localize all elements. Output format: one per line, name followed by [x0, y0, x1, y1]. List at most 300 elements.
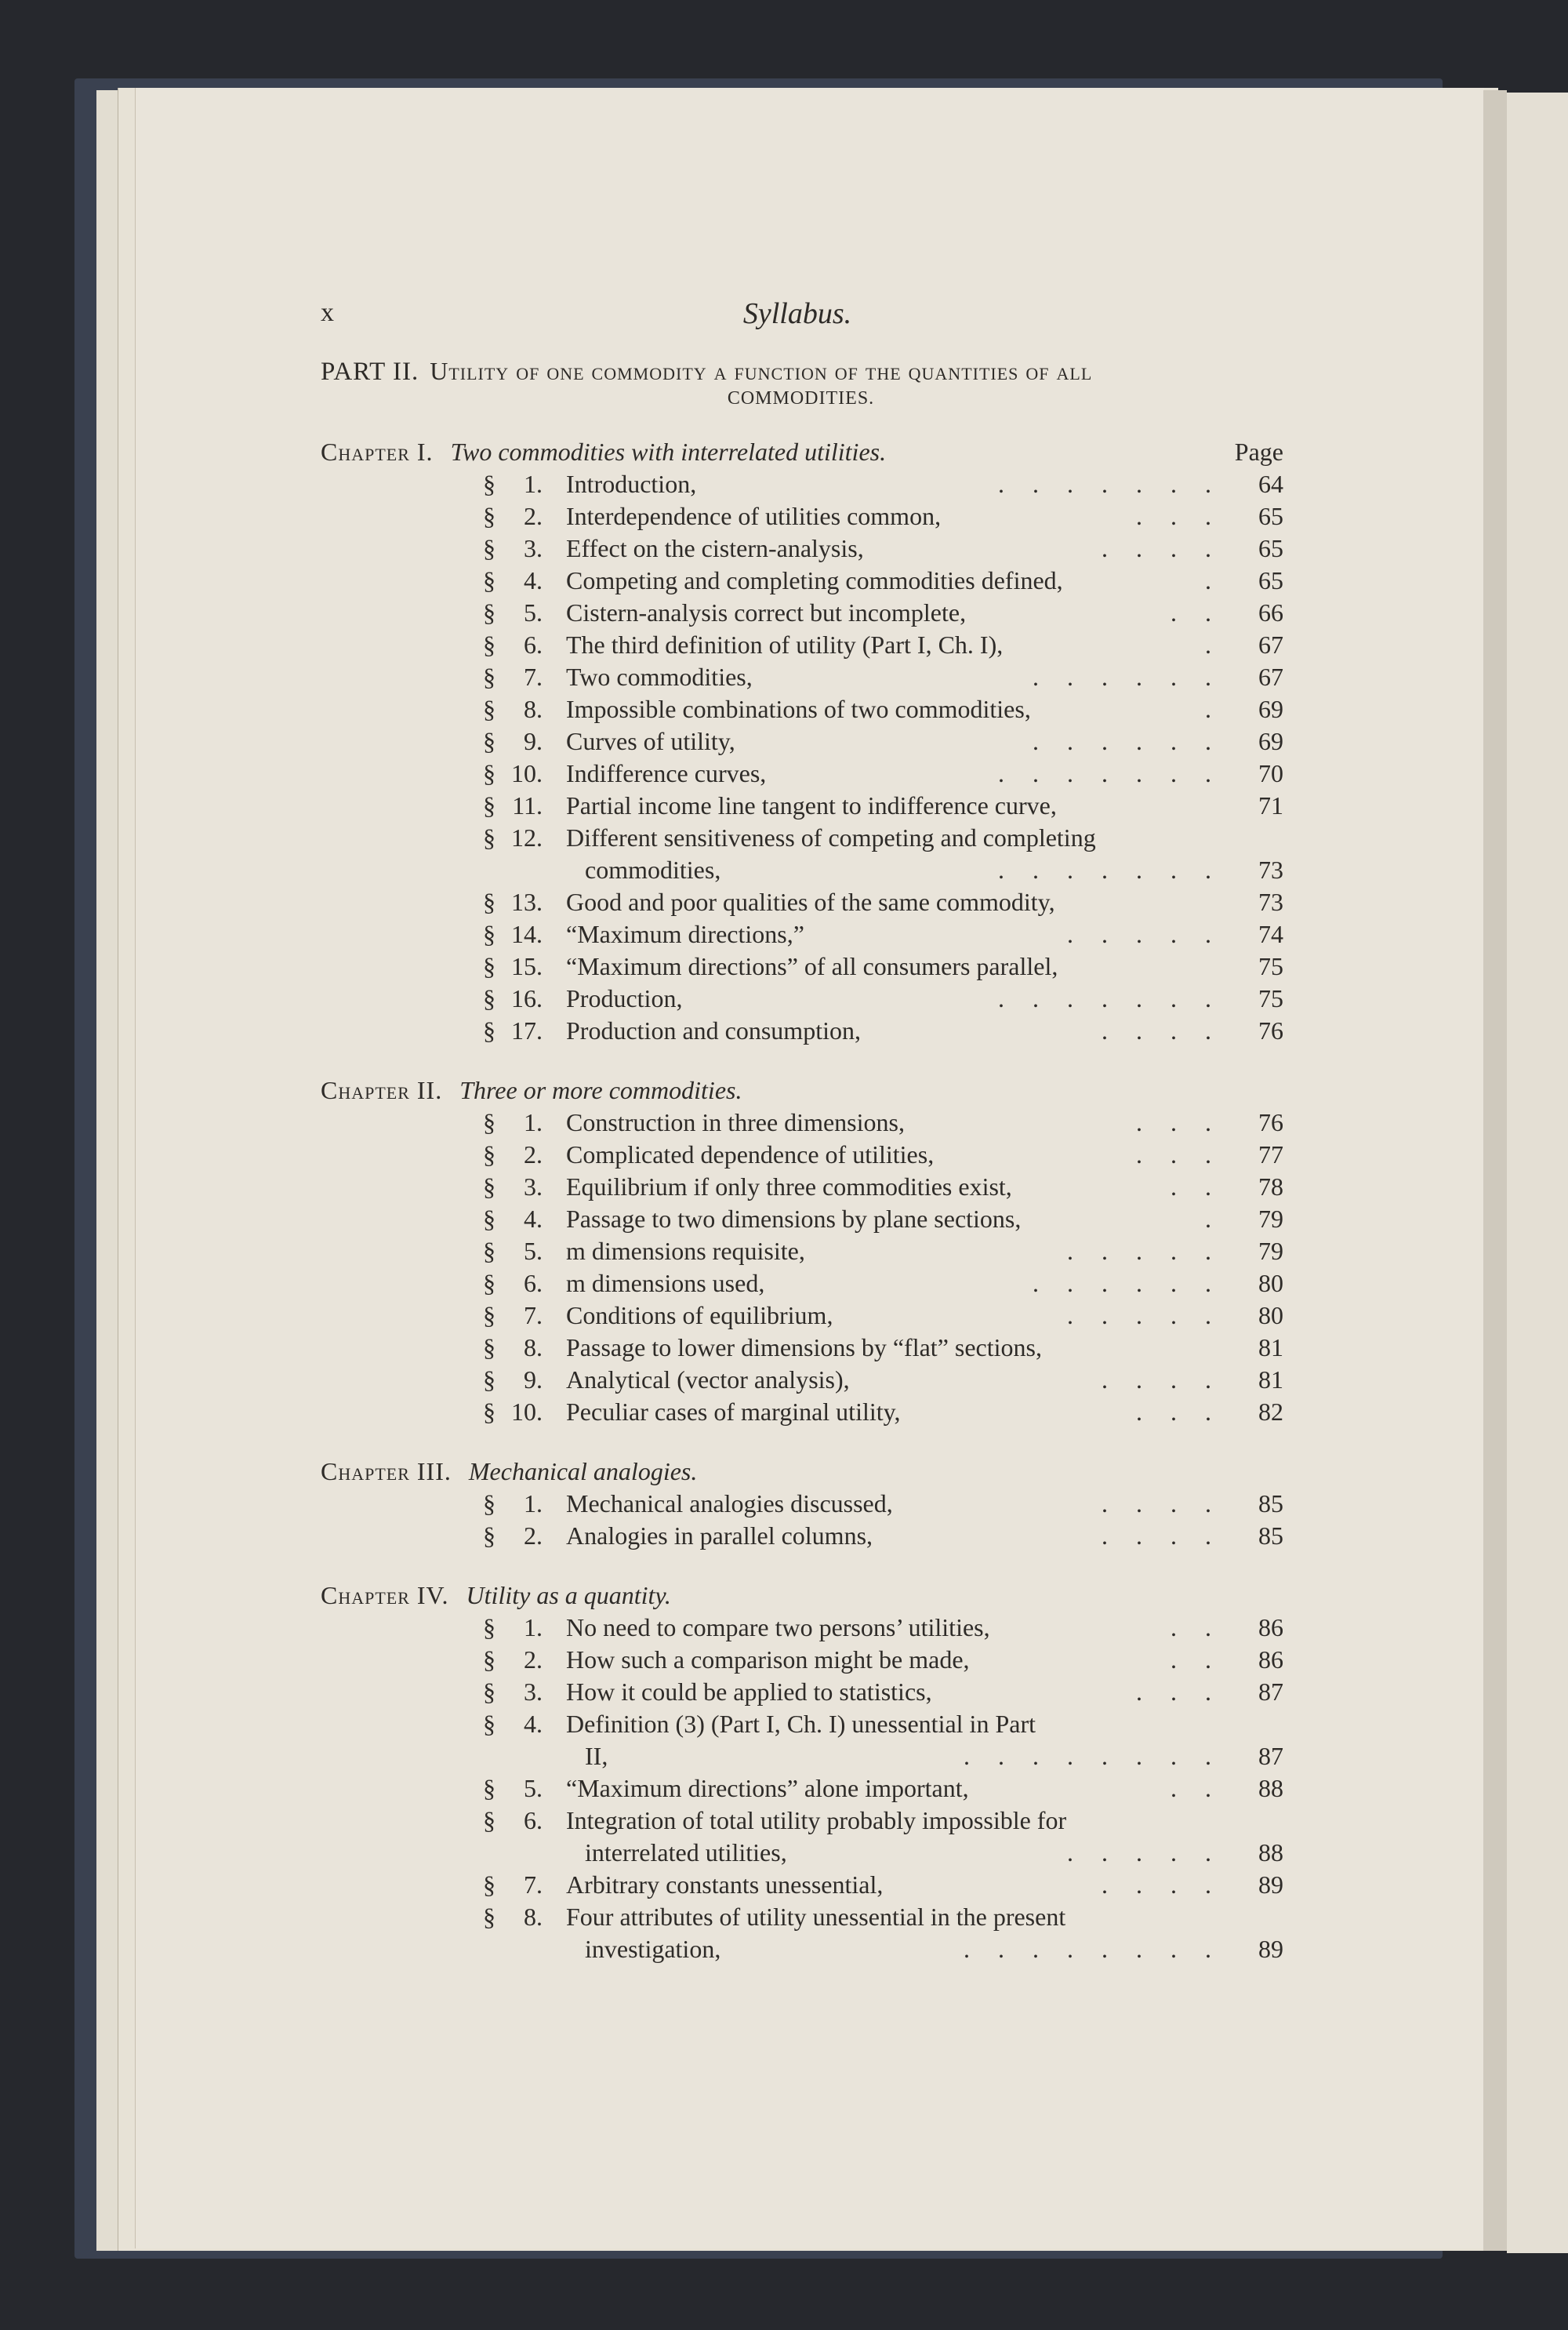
section-number: 4. — [524, 1205, 543, 1233]
entry-title-block — [566, 758, 1229, 790]
entry-page-number: 88 — [1258, 1838, 1283, 1867]
section-number: 5. — [524, 598, 543, 627]
toc-entry — [321, 629, 1283, 661]
section-sign: § — [483, 1365, 495, 1394]
entry-line — [566, 1676, 1229, 1708]
section-number: 17. — [511, 1016, 543, 1045]
entry-title-block — [566, 1708, 1229, 1772]
entry-title-block — [566, 1901, 1229, 1965]
entry-title: No need to compare two persons’ utilities, — [566, 1613, 990, 1641]
entry-title: m dimensions requisite, — [566, 1237, 805, 1265]
section-number: 13. — [511, 888, 543, 916]
entry-title-block — [566, 1171, 1229, 1203]
section-number: 11. — [512, 791, 543, 820]
entry-page-number: 75 — [1258, 984, 1283, 1012]
section-sign: § — [483, 984, 495, 1012]
entry-title-block — [566, 629, 1229, 661]
toc-entry — [321, 1332, 1283, 1364]
section-sign: § — [483, 1269, 495, 1297]
section-sign: § — [483, 695, 495, 723]
entry-title: Competing and completing commodities defined, — [566, 566, 1063, 594]
entry-title-block — [566, 822, 1229, 886]
entry-page-number: 65 — [1258, 566, 1283, 594]
chapter-label: Chapter II. — [321, 1076, 443, 1104]
entry-line — [566, 1171, 1229, 1203]
entry-title-block — [566, 533, 1229, 565]
entry-page-number: 73 — [1258, 888, 1283, 916]
entry-line — [566, 758, 1229, 790]
running-head: Syllabus. — [742, 297, 852, 330]
entry-line — [566, 1396, 1229, 1428]
entry-line — [566, 1107, 1229, 1139]
entry-title-block — [566, 918, 1229, 951]
entry-page-number: 71 — [1258, 791, 1283, 820]
entry-line — [566, 1901, 1229, 1933]
toc-entry — [321, 758, 1283, 790]
chapter-title: Mechanical analogies. — [468, 1457, 698, 1485]
entry-page-number: 81 — [1258, 1365, 1283, 1394]
section-sign: § — [483, 1333, 495, 1361]
entry-title: Curves of utility, — [566, 727, 735, 755]
entry-line — [566, 597, 1229, 629]
entry-line — [566, 1805, 1229, 1837]
section-sign: § — [483, 1613, 495, 1641]
section-sign: § — [483, 1140, 495, 1169]
dot-leader: . . . . . — [1067, 1838, 1222, 1867]
part-title: Utility of one commodity a function of the quantities of all — [430, 357, 1093, 385]
toc-entry — [321, 725, 1283, 758]
entry-line — [566, 854, 1229, 886]
dot-leader: . . . . — [1102, 1521, 1222, 1550]
entry-page-number: 81 — [1258, 1333, 1283, 1361]
dot-leader: . . . . . . . — [998, 470, 1222, 498]
entry-page-number: 76 — [1258, 1108, 1283, 1136]
entry-page-number: 79 — [1258, 1205, 1283, 1233]
entry-title: Effect on the cistern-analysis, — [566, 534, 864, 562]
toc-entry — [321, 1171, 1283, 1203]
section-sign: § — [483, 502, 495, 530]
entry-title-block — [566, 1869, 1229, 1901]
entry-line — [566, 983, 1229, 1015]
section-sign: § — [483, 1774, 495, 1802]
section-number: 3. — [524, 1172, 543, 1201]
section-sign: § — [483, 1710, 495, 1738]
entry-title: Peculiar cases of marginal utility, — [566, 1398, 901, 1426]
section-number: 6. — [524, 1269, 543, 1297]
entry-title: Good and poor qualities of the same commodity, — [566, 888, 1055, 916]
entry-title-continuation: interrelated utilities, — [585, 1838, 787, 1867]
section-sign: § — [483, 727, 495, 755]
entry-page-number: 67 — [1258, 631, 1283, 659]
dot-leader: . . . — [1136, 1398, 1222, 1426]
entry-title: “Maximum directions” alone important, — [566, 1774, 969, 1802]
entry-line — [566, 1364, 1229, 1396]
entry-page-number: 69 — [1258, 695, 1283, 723]
section-number: 6. — [524, 631, 543, 659]
dot-leader: . . — [1171, 598, 1222, 627]
toc-entry — [321, 1396, 1283, 1428]
entry-page-number: 86 — [1258, 1613, 1283, 1641]
chapter-heading — [321, 1456, 1283, 1488]
entry-page-number: 80 — [1258, 1269, 1283, 1297]
entry-title-block — [566, 1644, 1229, 1676]
section-number: 8. — [524, 1903, 543, 1931]
entry-title-block — [566, 500, 1229, 533]
toc-entry — [321, 1612, 1283, 1644]
entry-page-number: 65 — [1258, 534, 1283, 562]
entry-title: Equilibrium if only three commodities exist, — [566, 1172, 1012, 1201]
entry-line — [566, 1837, 1229, 1869]
section-sign: § — [483, 1678, 495, 1706]
toc-entry — [321, 1708, 1283, 1772]
entry-line — [566, 918, 1229, 951]
entry-line — [566, 1708, 1229, 1740]
dot-leader: . . . . . . — [1033, 727, 1222, 755]
entry-title-block — [566, 1267, 1229, 1299]
entry-page-number: 78 — [1258, 1172, 1283, 1201]
section-sign: § — [483, 534, 495, 562]
section-number: 7. — [524, 663, 543, 691]
entry-page-number: 69 — [1258, 727, 1283, 755]
section-number: 3. — [524, 534, 543, 562]
entry-page-number: 85 — [1258, 1489, 1283, 1518]
toc-entry — [321, 1676, 1283, 1708]
toc-entry — [321, 565, 1283, 597]
chapter-label: Chapter I. — [321, 438, 434, 466]
dot-leader: . . . . . . . — [998, 856, 1222, 884]
entry-line — [566, 661, 1229, 693]
section-number: 6. — [524, 1806, 543, 1834]
toc-entry — [321, 1139, 1283, 1171]
toc-entry — [321, 1364, 1283, 1396]
entry-page-number: 73 — [1258, 856, 1283, 884]
table-of-contents — [321, 436, 1283, 1965]
entry-title-continuation: commodities, — [585, 856, 721, 884]
entry-title-block — [566, 468, 1229, 500]
section-sign: § — [483, 1398, 495, 1426]
entry-title: Definition (3) (Part I, Ch. I) unessential in Part — [566, 1710, 1036, 1738]
section-number: 5. — [524, 1774, 543, 1802]
dot-leader: . — [1205, 631, 1222, 659]
dot-leader: . — [1205, 566, 1222, 594]
dot-leader: . . . — [1136, 502, 1222, 530]
facing-page — [1507, 93, 1568, 2253]
section-sign: § — [483, 1645, 495, 1674]
dot-leader: . . . . — [1102, 1365, 1222, 1394]
dot-leader: . . . . . . . . — [964, 1935, 1222, 1963]
entry-line — [566, 1332, 1229, 1364]
section-number: 1. — [524, 1489, 543, 1518]
entry-title: Cistern-analysis correct but incomplete, — [566, 598, 967, 627]
chapter-title: Utility as a quantity. — [466, 1581, 671, 1609]
entry-line — [566, 1869, 1229, 1901]
toc-entry — [321, 1299, 1283, 1332]
entry-title-block — [566, 1676, 1229, 1708]
dot-leader: . . . . . . — [1033, 663, 1222, 691]
section-number: 9. — [524, 727, 543, 755]
toc-entry — [321, 1772, 1283, 1805]
section-sign: § — [483, 1903, 495, 1931]
entry-line — [566, 1267, 1229, 1299]
entry-title: The third definition of utility (Part I, Ch. I), — [566, 631, 1004, 659]
entry-title-block — [566, 1235, 1229, 1267]
entry-title: Integration of total utility probably impossible for — [566, 1806, 1067, 1834]
section-number: 1. — [524, 470, 543, 498]
chapter-title: Three or more commodities. — [459, 1076, 742, 1104]
entry-title-block — [566, 983, 1229, 1015]
section-number: 4. — [524, 566, 543, 594]
entry-line — [566, 468, 1229, 500]
section-number: 8. — [524, 1333, 543, 1361]
section-sign: § — [483, 1016, 495, 1045]
toc-entry — [321, 1488, 1283, 1520]
entry-title-block — [566, 951, 1229, 983]
section-sign: § — [483, 791, 495, 820]
entry-title: Passage to lower dimensions by “flat” sections, — [566, 1333, 1042, 1361]
entry-title-block — [566, 1805, 1229, 1869]
entry-title: Passage to two dimensions by plane sections, — [566, 1205, 1022, 1233]
entry-title-block — [566, 1015, 1229, 1047]
section-sign: § — [483, 952, 495, 980]
section-sign: § — [483, 888, 495, 916]
chapter-label: Chapter IV. — [321, 1581, 449, 1609]
section-number: 15. — [511, 952, 543, 980]
entry-page-number: 89 — [1258, 1935, 1283, 1963]
entry-title: Interdependence of utilities common, — [566, 502, 942, 530]
section-sign: § — [483, 920, 495, 948]
entry-page-number: 87 — [1258, 1678, 1283, 1706]
toc-entry — [321, 1107, 1283, 1139]
entry-page-number: 67 — [1258, 663, 1283, 691]
entry-page-number: 85 — [1258, 1521, 1283, 1550]
section-number: 8. — [524, 695, 543, 723]
entry-line — [566, 1488, 1229, 1520]
section-sign: § — [483, 823, 495, 852]
dot-leader: . . . . — [1102, 1489, 1222, 1518]
entry-title-block — [566, 1364, 1229, 1396]
entry-title: Conditions of equilibrium, — [566, 1301, 833, 1329]
entry-line — [566, 629, 1229, 661]
entry-line — [566, 565, 1229, 597]
entry-title: Two commodities, — [566, 663, 753, 691]
entry-line — [566, 790, 1229, 822]
toc-entry — [321, 1644, 1283, 1676]
entry-page-number: 64 — [1258, 470, 1283, 498]
entry-page-number: 75 — [1258, 952, 1283, 980]
entry-title: Indifference curves, — [566, 759, 767, 787]
section-sign: § — [483, 1521, 495, 1550]
entry-title: “Maximum directions,” — [566, 920, 804, 948]
entry-title-block — [566, 1332, 1229, 1364]
section-number: 10. — [511, 759, 543, 787]
section-number: 2. — [524, 1645, 543, 1674]
section-number: 12. — [511, 823, 543, 852]
dot-leader: . . . . . — [1067, 920, 1222, 948]
toc-entry — [321, 822, 1283, 886]
entry-line — [566, 886, 1229, 918]
entry-title-block — [566, 886, 1229, 918]
entry-title: Production and consumption, — [566, 1016, 861, 1045]
toc-entry — [321, 1520, 1283, 1552]
dot-leader: . . — [1171, 1645, 1222, 1674]
toc-entry — [321, 886, 1283, 918]
entry-title-block — [566, 1612, 1229, 1644]
entry-page-number: 77 — [1258, 1140, 1283, 1169]
entry-page-number: 80 — [1258, 1301, 1283, 1329]
chapter-label: Chapter III. — [321, 1457, 452, 1485]
section-number: 14. — [511, 920, 543, 948]
part-title-continuation: COMMODITIES. — [727, 388, 875, 409]
dot-leader: . . — [1171, 1172, 1222, 1201]
entry-line — [566, 1299, 1229, 1332]
entry-title: Different sensitiveness of competing and completing — [566, 823, 1096, 852]
section-sign: § — [483, 1237, 495, 1265]
dot-leader: . . . . — [1102, 1870, 1222, 1899]
entry-title-block — [566, 790, 1229, 822]
section-sign: § — [483, 1108, 495, 1136]
section-number: 9. — [524, 1365, 543, 1394]
dot-leader: . . . — [1136, 1108, 1222, 1136]
dot-leader: . . . . . . . — [998, 759, 1222, 787]
entry-title: Four attributes of utility unessential in the present — [566, 1903, 1066, 1931]
toc-entry — [321, 790, 1283, 822]
chapter-heading — [321, 1074, 1283, 1107]
entry-line — [566, 951, 1229, 983]
section-sign: § — [483, 1806, 495, 1834]
dot-leader: . . . . . . — [1033, 1269, 1222, 1297]
section-number: 2. — [524, 1140, 543, 1169]
page-gutter — [1483, 90, 1507, 2251]
section-sign: § — [483, 1205, 495, 1233]
entry-title: Complicated dependence of utilities, — [566, 1140, 935, 1169]
entry-line — [566, 1203, 1229, 1235]
entry-title-block — [566, 1139, 1229, 1171]
entry-line — [566, 1015, 1229, 1047]
dot-leader: . . . . . . . — [998, 984, 1222, 1012]
section-number: 7. — [524, 1301, 543, 1329]
entry-page-number: 66 — [1258, 598, 1283, 627]
chapter-heading — [321, 1579, 1283, 1612]
entry-title-block — [566, 1396, 1229, 1428]
entry-line — [566, 533, 1229, 565]
entry-page-number: 88 — [1258, 1774, 1283, 1802]
section-sign: § — [483, 631, 495, 659]
page-number: x — [321, 298, 334, 327]
toc-entry — [321, 983, 1283, 1015]
entry-line — [566, 822, 1229, 854]
entry-title-block — [566, 661, 1229, 693]
entry-title: Mechanical analogies discussed, — [566, 1489, 893, 1518]
dot-leader: . . . . — [1102, 534, 1222, 562]
entry-title-block — [566, 725, 1229, 758]
entry-title: Analogies in parallel columns, — [566, 1521, 873, 1550]
entry-page-number: 89 — [1258, 1870, 1283, 1899]
section-sign: § — [483, 1489, 495, 1518]
entry-line — [566, 725, 1229, 758]
section-number: 2. — [524, 502, 543, 530]
toc-entry — [321, 1805, 1283, 1869]
entry-title: How it could be applied to statistics, — [566, 1678, 932, 1706]
entry-line — [566, 1644, 1229, 1676]
section-sign: § — [483, 566, 495, 594]
section-sign: § — [483, 1870, 495, 1899]
toc-entry — [321, 661, 1283, 693]
toc-entry — [321, 1901, 1283, 1965]
section-sign: § — [483, 1172, 495, 1201]
entry-title: Arbitrary constants unessential, — [566, 1870, 884, 1899]
entry-title-continuation: II, — [585, 1742, 608, 1770]
section-number: 16. — [511, 984, 543, 1012]
section-number: 7. — [524, 1870, 543, 1899]
entry-line — [566, 1740, 1229, 1772]
entry-title-block — [566, 1203, 1229, 1235]
entry-title: Introduction, — [566, 470, 697, 498]
entry-line — [566, 1772, 1229, 1805]
entry-title: How such a comparison might be made, — [566, 1645, 970, 1674]
entry-page-number: 82 — [1258, 1398, 1283, 1426]
section-number: 5. — [524, 1237, 543, 1265]
chapter-title: Two commodities with interrelated utilities. — [450, 438, 887, 466]
entry-title: Construction in three dimensions, — [566, 1108, 905, 1136]
dot-leader: . . . . . — [1067, 1237, 1222, 1265]
toc-entry — [321, 500, 1283, 533]
entry-title: Partial income line tangent to indifference curve, — [566, 791, 1057, 820]
toc-entry — [321, 1267, 1283, 1299]
section-number: 2. — [524, 1521, 543, 1550]
entry-line — [566, 1139, 1229, 1171]
toc-entry — [321, 1203, 1283, 1235]
toc-entry — [321, 1869, 1283, 1901]
entry-title: Production, — [566, 984, 683, 1012]
dot-leader: . . . . . — [1067, 1301, 1222, 1329]
toc-entry — [321, 951, 1283, 983]
entry-page-number: 70 — [1258, 759, 1283, 787]
dot-leader: . . — [1171, 1774, 1222, 1802]
section-sign: § — [483, 663, 495, 691]
part-heading — [321, 357, 1281, 387]
dot-leader: . . . — [1136, 1678, 1222, 1706]
entry-title: Analytical (vector analysis), — [566, 1365, 850, 1394]
dot-leader: . . — [1171, 1613, 1222, 1641]
entry-page-number: 74 — [1258, 920, 1283, 948]
entry-title-block — [566, 1772, 1229, 1805]
section-number: 1. — [524, 1613, 543, 1641]
entry-line — [566, 1612, 1229, 1644]
toc-entry — [321, 468, 1283, 500]
entry-title-block — [566, 1520, 1229, 1552]
section-sign: § — [483, 470, 495, 498]
entry-line — [566, 1235, 1229, 1267]
entry-page-number: 76 — [1258, 1016, 1283, 1045]
section-sign: § — [483, 759, 495, 787]
toc-entry — [321, 597, 1283, 629]
toc-entry — [321, 533, 1283, 565]
entry-line — [566, 500, 1229, 533]
section-sign: § — [483, 1301, 495, 1329]
dot-leader: . . . — [1136, 1140, 1222, 1169]
dot-leader: . . . . — [1102, 1016, 1222, 1045]
chapter-heading — [321, 436, 1283, 468]
entry-title-block — [566, 693, 1229, 725]
entry-title: “Maximum directions” of all consumers parallel, — [566, 952, 1058, 980]
entry-page-number: 65 — [1258, 502, 1283, 530]
section-number: 4. — [524, 1710, 543, 1738]
dot-leader: . . . . . . . . — [964, 1742, 1222, 1770]
part-label: PART II. — [321, 358, 419, 386]
section-number: 3. — [524, 1678, 543, 1706]
page-column-label: Page — [1234, 438, 1283, 466]
entry-page-number: 86 — [1258, 1645, 1283, 1674]
